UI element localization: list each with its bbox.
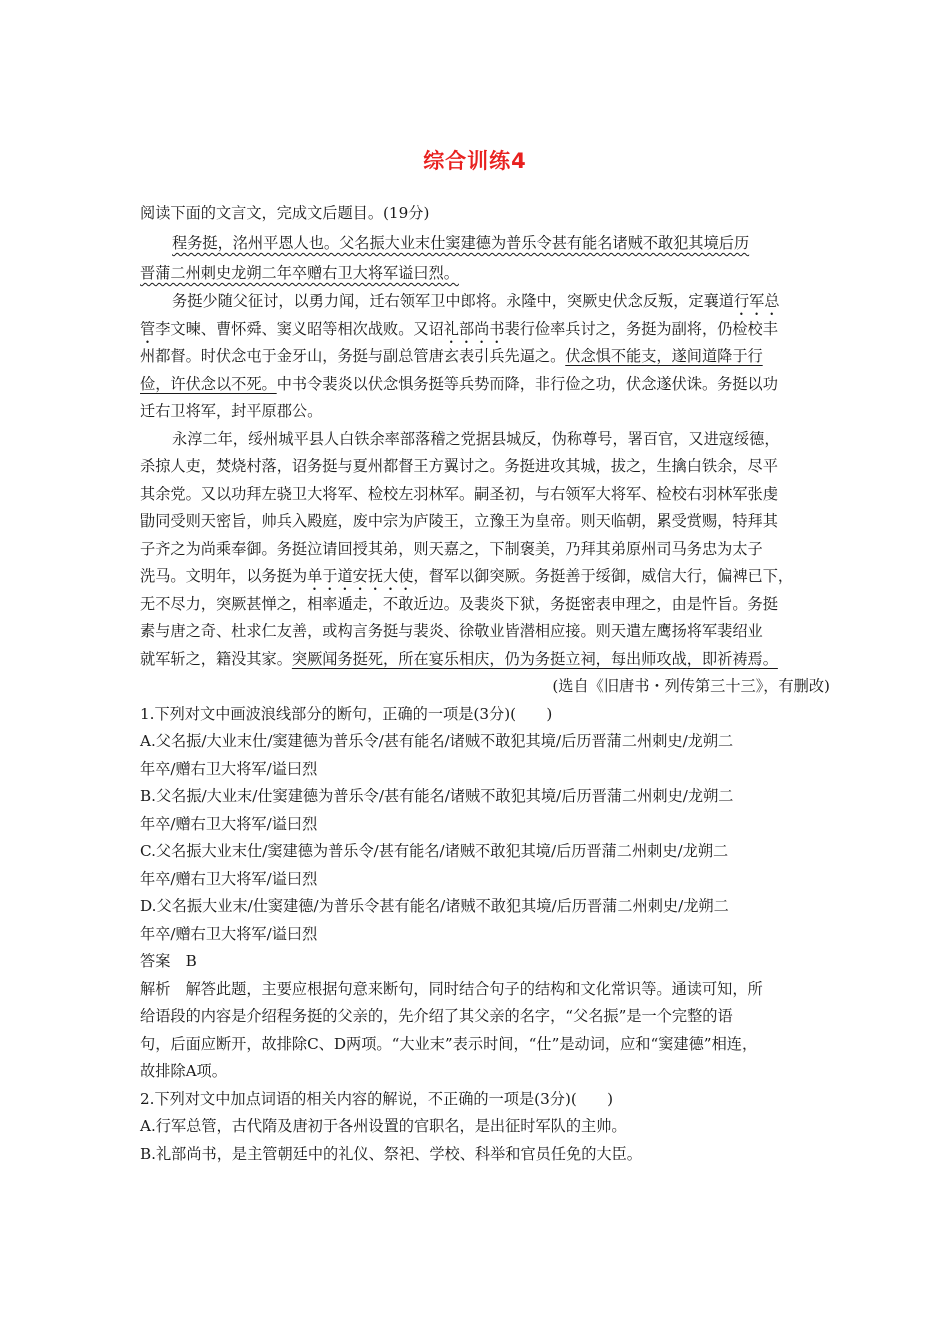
option-b: B.父名振/大业末/仕窦建德为普乐令/甚有能名/诸贼不敢犯其境/后历晋蒲二州刺史/龙朔二 年卒/赠右卫大将军/谥曰烈 xyxy=(140,787,734,833)
dotted-term-xingjun-zongguan: 行军总 xyxy=(733,292,780,310)
passage-source: (选自《旧唐书・列传第三十三》，有删改) xyxy=(552,677,830,695)
underlined-sentence-end: 俭，许伏念以不死。 xyxy=(140,374,277,393)
underlined-sentence: 突厥闻务挺死，所在宴乐相庆，仍为务挺立祠，每出师攻战，即祈祷焉。 xyxy=(291,649,778,668)
dotted-term-libu-shangshu: 礼部尚书 xyxy=(443,319,505,338)
analysis: 解析 解答此题，主要应根据句意来断句，同时结合句子的结构和文化常识等。通读可知，所 给语段的内容是介绍程务挺的父亲的，先介绍了其父亲的名字，“父名振”是一个完整的语 句，后面应断开，故排除C、D两项。“大业末”表示时间，“仕”是动词，应和“窦建德”相连， 故排除A项。 xyxy=(140,979,763,1080)
intro-instruction: 阅读下面的文言文，完成文后题目。(19分) xyxy=(140,204,430,222)
option-a: A.父名振/大业末仕/窦建德为普乐令/甚有能名/诸贼不敢犯其境/后历晋蒲二州刺史/龙朔二 年卒/赠右卫大将军/谥曰烈 xyxy=(140,732,734,778)
option-a: A.行军总管，古代隋及唐初于各州设置的官职名，是出征时军队的主帅。 xyxy=(140,1117,627,1135)
wavy-underlined-text: 程务挺，洺州平恩人也。父名振大业末仕窦建德为普乐令甚有能名诸贼不敢犯其境后历 xyxy=(172,234,750,252)
page-title: 综合训练4 xyxy=(423,149,527,173)
option-d: D.父名振大业末/仕窦建德/为普乐令甚有能名/诸贼不敢犯其境/后历晋蒲二州刺史/龙朔二 年卒/赠右卫大将军/谥曰烈 xyxy=(140,897,729,943)
question-stem: 2.下列对文中加点词语的相关内容的解说，不正确的一项是(3分)( ) xyxy=(140,1089,614,1108)
question-1 xyxy=(140,701,830,1086)
option-c: C.父名振大业末仕/窦建德为普乐令/甚有能名/诸贼不敢犯其境/后历晋蒲二州刺史/龙朔二 年卒/赠右卫大将军/谥曰烈 xyxy=(140,842,729,888)
dotted-term-xingjun-zongguan-end: 管 xyxy=(140,319,156,338)
dotted-term-chanyu-dao: 单于道安抚大使 xyxy=(307,567,414,585)
question-stem: 1.下列对文中画波浪线部分的断句，正确的一项是(3分)( ) xyxy=(140,704,553,723)
document-body xyxy=(140,198,830,1168)
passage-paragraph-3: 永淳二年，绥州城平县人白铁余率部落稽之党据县城反，伪称尊号，署百官，又进寇绥德， 杀掠人吏，焚烧村落，诏务挺与夏州都督王方翼讨之。务挺进攻其城，拔之，生擒白铁余，尽平 其余党。又以功拜左骁卫大将军、检校左羽林军。嗣圣初，与右领军大将军、检校右羽林军张虔 勖同受则天密旨，帅兵入殿庭，废中宗为庐陵王，立豫王为皇帝。则天临朝，累受赏赐，特拜其 子齐之为尚乘奉御。务挺泣请回授其弟，则天嘉之，下制褒美，乃拜其弟原州司马务忠为太子 洗马。文明年，以务挺为单于道安抚大使，督军以御突厥。务挺善于绥御，威信大行，偏裨已下， 无不尽力，突厥甚惮之，相率遁走，不敢近边。及裴炎下狱，务挺密表申理之，由是忤旨。务挺 素与唐之奇、杜求仁友善，或构言务挺与裴炎、徐敬业皆潜相应接。则天遣左鹰扬将军裴绍业 就军斩之，籍没其家。突厥闻务挺死，所在宴乐相庆，仍为务挺立祠，每出师攻战，即祈祷焉。 xyxy=(140,429,794,668)
passage xyxy=(140,228,830,701)
question-2 xyxy=(140,1086,830,1169)
passage-paragraph-1 xyxy=(140,228,830,288)
wavy-underlined-text: 晋蒲二州刺史龙朔二年卒赠右卫大将军谥曰烈。 xyxy=(140,264,459,282)
underlined-sentence: 伏念惧不能支，遂间道降于行 xyxy=(565,347,763,365)
option-b: B.礼部尚书，是主管朝廷中的礼仪、祭祀、学校、科举和官员任免的大臣。 xyxy=(140,1144,642,1163)
answer: 答案 B xyxy=(140,952,197,970)
passage-paragraph-2: 务挺少随父征讨，以勇力闻，迁右领军卫中郎将。永隆中，突厥史伏念反叛，定襄道行军总 管李文暕、曹怀舜、窦义昭等相次战败。又诏礼部尚书裴行俭率兵讨之，务挺为副将，仍检校丰 州都督。时伏念屯于金牙山，务挺与副总管唐玄表引兵先逼之。伏念惧不能支，遂间道降于行 俭，许伏念以不死。中书令裴炎以伏念惧务挺等兵势而降，非行俭之功，伏念遂伏诛。务挺以功 迁右卫将军，封平原郡公。 xyxy=(140,292,780,420)
